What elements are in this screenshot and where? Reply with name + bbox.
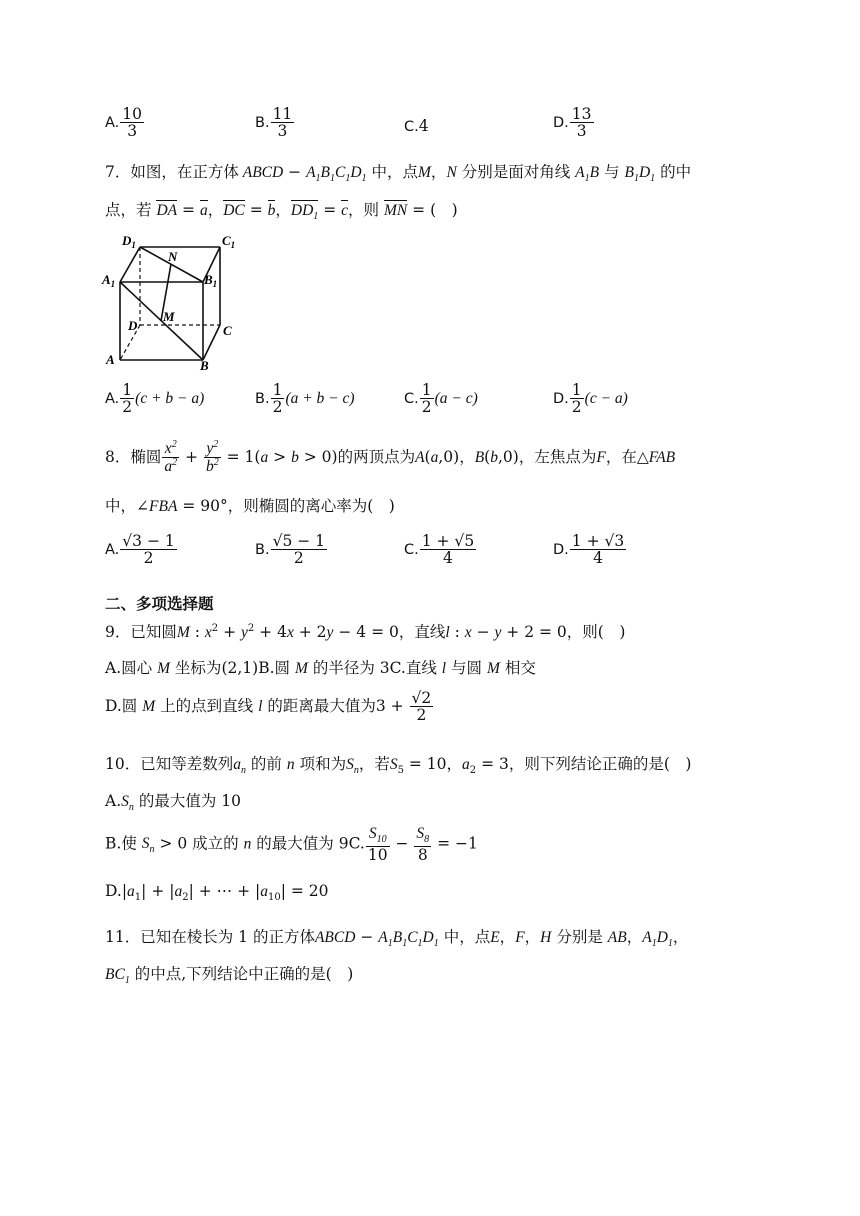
option-expression: (c − a) — [584, 389, 628, 407]
q6-option-d — [553, 106, 595, 140]
vertex-label-a: A — [106, 352, 115, 367]
fraction-numerator: 1 + √3 — [571, 532, 625, 550]
option-c-text: C.直线 — [389, 659, 437, 677]
vertex-label-b: B — [200, 358, 209, 372]
option-label: B. — [255, 114, 270, 131]
q9-line1: 9．已知圆M : $x^2 + y^2 + 4x + 2y - 4 = 0$，直线l : x − y + 2 = 0，则( ) — [105, 622, 626, 641]
option-value: 4 — [418, 117, 429, 135]
text: 与 — [604, 163, 620, 181]
text: 的最大值为 10 — [138, 792, 241, 810]
q6-options — [105, 106, 745, 150]
question-number: 9．已知圆 — [105, 623, 177, 641]
fraction-denominator: 2 — [143, 549, 154, 568]
q8-line2: 中，∠FBA = 90°，则椭圆的离心率为( ) — [105, 497, 395, 515]
q7-option-a: A. $\frac{1}{2}$ (c + b − a) — [105, 381, 205, 417]
text: 成立的 — [192, 834, 239, 853]
option-label: D. — [553, 541, 569, 558]
cube-figure — [100, 232, 245, 372]
q7-option-c: C. $\frac{1}{2}$ (a − c) — [404, 381, 478, 417]
fraction-numerator: √5 − 1 — [272, 532, 326, 550]
fraction-numerator: 13 — [571, 105, 592, 123]
option-d-text: D.圆 — [105, 696, 138, 715]
option-label: A. — [105, 114, 120, 131]
q7-line1: 7．如图，在正方体 ABCD − $A_1B_1C_1D_1$ 中，点M，N 分别是面对角线 $A_1B$ 与 $B_1D_1$ 的中 — [105, 163, 692, 185]
fraction-denominator: 4 — [593, 549, 603, 568]
text: 中，点 — [371, 163, 418, 181]
q9-option-d: D.圆 M 上的点到直线 l 的距离最大值为3 + $\frac{√2}{2}$ — [105, 689, 432, 725]
text: 的最大值为 9 — [256, 834, 349, 853]
q10-option-d: $D.|a_1| + |a_2|$ + ⋯ + $|a_{10}| = 20$ — [105, 882, 329, 904]
option-label: A. — [105, 541, 120, 558]
q7-options — [105, 382, 745, 426]
question-number: 8．椭圆 — [105, 447, 162, 466]
fraction-numerator: 11 — [272, 105, 293, 123]
text: 的前 — [250, 755, 282, 773]
text: 中，点 — [443, 928, 491, 946]
q10-options-bc: B.使 $S_n > 0$ 成立的 n 的最大值为 9C. $\frac{S_{10}}{10}$ − $\frac{S_8}{8}$ = −1 — [105, 825, 478, 864]
q10-line1: 10．已知等差数列$a_n$ 的前 n 项和为$S_n$，若$S_5 = 10$，$a_2 = 3$，则下列结论正确的是( ) — [105, 755, 692, 777]
option-d-text: D. — [105, 882, 122, 900]
question-number: 7．如图，在正方体 — [105, 163, 239, 181]
option-label: B. — [255, 541, 270, 558]
option-a-text: A.圆心 — [105, 659, 153, 677]
q9-options-abc: A.圆心 M 坐标为(2,1)B.圆 M 的半径为 3C.直线 l 与圆 M 相交 — [105, 659, 536, 677]
text: ，若 — [358, 755, 390, 773]
text: ，直线 — [398, 623, 446, 641]
q8-option-c — [404, 533, 477, 567]
text: 上的点到直线 — [160, 696, 254, 715]
vertex-label-d1: $D_1$ — [122, 233, 136, 250]
text: ，则 — [348, 201, 380, 219]
question-number: 10．已知等差数列 — [105, 755, 234, 773]
option-c-text: C. — [348, 834, 365, 853]
q8-option-a — [105, 533, 178, 567]
text: 坐标为 — [174, 659, 222, 677]
text: ，则( ) — [566, 623, 626, 641]
vertex-label-b1: $B_1$ — [204, 272, 218, 289]
point-label-m: M — [163, 309, 175, 324]
text: 的中点,下列结论中正确的是( ) — [134, 965, 354, 983]
q7-line2: 点，若 DA = a，DC = b，$DD_1 = c$，则 MN = ( ) — [105, 201, 458, 223]
fraction-denominator: 3 — [576, 122, 587, 141]
fraction-denominator: 3 — [277, 122, 288, 141]
option-expression: (c + b − a) — [135, 389, 205, 407]
q8-option-d — [553, 533, 627, 567]
text: 项和为 — [299, 755, 347, 773]
text: 分别是 — [556, 928, 603, 946]
option-label: A. — [105, 792, 122, 810]
q8-line1: 8．椭圆 $\frac{x^2}{a^2}$ + $\frac{y^2}{b^2}$ = 1(a > b > 0)的两顶点为A(a,0)，B(b,0)，左焦点为F，在△FAB — [105, 439, 676, 476]
text: 相交 — [504, 659, 536, 677]
text: 中， — [105, 497, 137, 515]
q6-option-b — [255, 106, 295, 140]
q6-option-c — [404, 117, 429, 135]
option-expression: (a − c) — [434, 389, 478, 407]
q11-line2: $BC_1$ 的中点,下列结论中正确的是( ) — [105, 965, 354, 987]
text: 点，若 — [105, 201, 152, 219]
option-label: D. — [553, 390, 569, 407]
vertex-label-a1: $A_1$ — [102, 272, 116, 289]
q8-option-b — [255, 533, 328, 567]
text: ，则下列结论正确的是( ) — [508, 755, 692, 773]
option-expression: (a + b − c) — [285, 389, 355, 407]
option-b-text: B.圆 — [258, 659, 291, 677]
q11-line1: 11．已知在棱长为 1 的正方体ABCD − $A_1B_1C_1D_1$ 中，点E，F，H 分别是 AB，$A_1D_1$， — [105, 928, 689, 950]
text: 的两顶点为 — [337, 447, 416, 466]
text: 的中 — [660, 163, 692, 181]
section-title: 二、多项选择题 — [105, 595, 214, 613]
point-label-n: N — [168, 249, 178, 264]
text: 与圆 — [451, 659, 483, 677]
fraction-denominator: 3 — [127, 122, 138, 141]
option-label: D. — [553, 114, 569, 131]
text: ，则椭圆的离心率为( ) — [227, 497, 395, 515]
text: ( ) — [430, 201, 458, 219]
vertex-label-d: D — [128, 318, 138, 333]
question-number: 11．已知在棱长为 1 的正方体 — [105, 928, 315, 946]
text: 的半径为 3 — [312, 659, 390, 677]
text: ，在△ — [605, 447, 649, 466]
q8-options — [105, 533, 745, 579]
vertex-label-c: C — [223, 323, 232, 338]
option-label: B. — [255, 390, 270, 407]
q7-option-b: B. $\frac{1}{2}$ (a + b − c) — [255, 381, 355, 417]
fraction-numerator: 10 — [122, 105, 143, 123]
q7-option-d: D. $\frac{1}{2}$ (c − a) — [553, 381, 628, 417]
fraction-numerator: 1 + √5 — [421, 532, 475, 550]
option-label: C. — [404, 541, 419, 558]
fraction-denominator: 4 — [443, 549, 453, 568]
q10-option-a: $A.S_n$ 的最大值为 10 — [105, 792, 241, 814]
option-label: A. — [105, 390, 120, 407]
text: 的距离最大值为 — [267, 696, 376, 715]
fraction-numerator: √3 − 1 — [122, 532, 175, 550]
text: 分别是面对角线 — [461, 163, 571, 181]
fraction-denominator: 2 — [293, 549, 304, 568]
text: ，左焦点为 — [518, 447, 597, 466]
option-label: C. — [404, 119, 419, 135]
option-b-text: B.使 — [105, 834, 137, 853]
option-label: C. — [404, 390, 419, 407]
vertex-label-c1: $C_1$ — [222, 233, 236, 250]
q6-option-a — [105, 106, 145, 140]
